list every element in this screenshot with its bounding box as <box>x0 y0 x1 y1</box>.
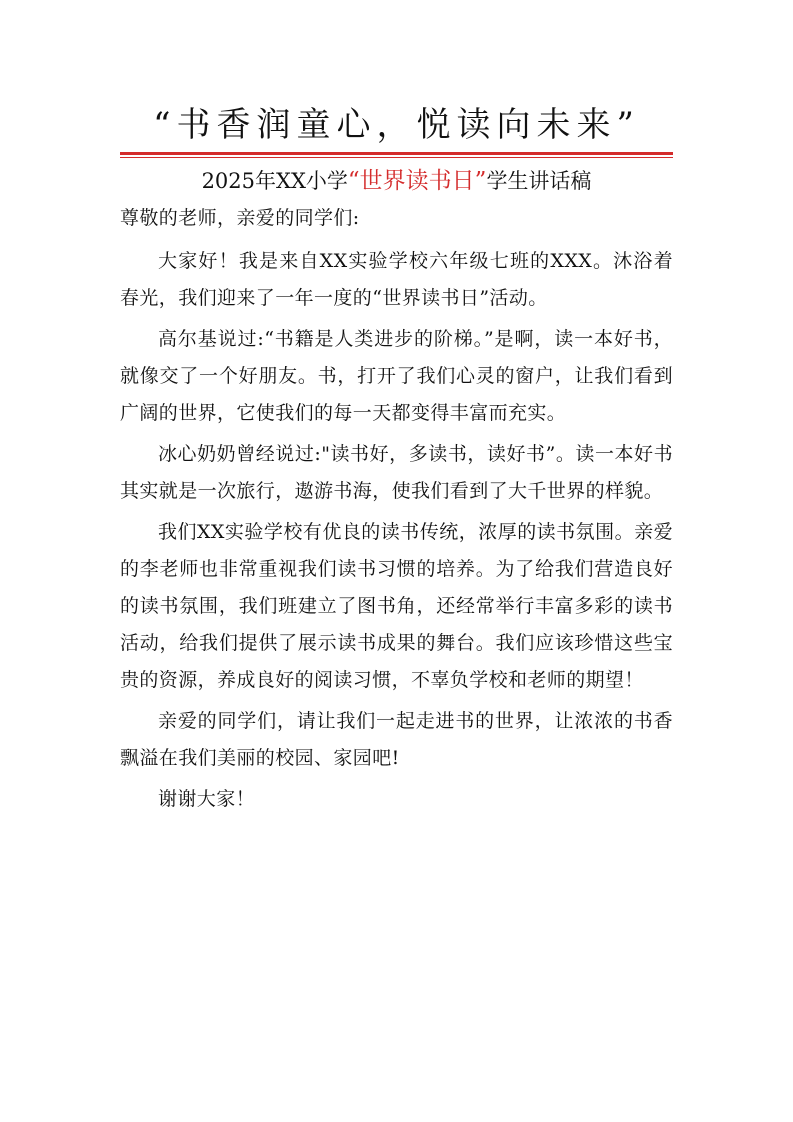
paragraph-gorky-quote: 高尔基说过:“书籍是人类进步的阶梯。”是啊，读一本好书，就像交了一个好朋友。书，打开了我们心灵的窗户，让我们看到广阔的世界，它使我们的每一天都变得丰富而充实。 <box>120 328 673 424</box>
greeting: 尊敬的老师，亲爱的同学们: <box>120 207 360 229</box>
page-title: “书香润童心，悦读向未来” <box>153 105 640 145</box>
paragraph-school-tradition: 我们XX实验学校有优良的读书传统，浓厚的读书氛围。亲爱的李老师也非常重视我们读书习惯的培养。为了给我们营造良好的读书氛围，我们班建立了图书角，还经常举行丰富多彩的读书活动，给我们提供了展示读书成果的舞台。我们应该珍惜这些宝贵的资源，养成良好的阅读习惯，不辜负学校和老师的期望！ <box>120 521 673 691</box>
subtitle-prefix: 2025年XX小学 <box>201 169 348 193</box>
subtitle-highlight: “世界读书日” <box>347 168 487 194</box>
subtitle <box>120 163 673 199</box>
title-divider-thick <box>120 152 673 155</box>
paragraph-call-to-action: 亲爱的同学们，请让我们一起走进书的世界，让浓浓的书香飘溢在我们美丽的校园、家园吧! <box>120 710 673 769</box>
title-divider-thin <box>120 157 673 158</box>
paragraph-intro: 大家好！我是来自XX实验学校六年级七班的XXX。沐浴着春光，我们迎来了一年一度的“世界读书日”活动。 <box>120 250 673 309</box>
paragraph-bingxin-quote: 冰心奶奶曾经说过:"读书好，多读书，读好书”。读一本好书其实就是一次旅行，遨游书海，使我们看到了大千世界的样貌。 <box>120 443 673 502</box>
paragraph-thanks: 谢谢大家！ <box>158 788 256 810</box>
speech-body <box>120 200 673 822</box>
subtitle-suffix: 学生讲话稿 <box>486 169 592 193</box>
